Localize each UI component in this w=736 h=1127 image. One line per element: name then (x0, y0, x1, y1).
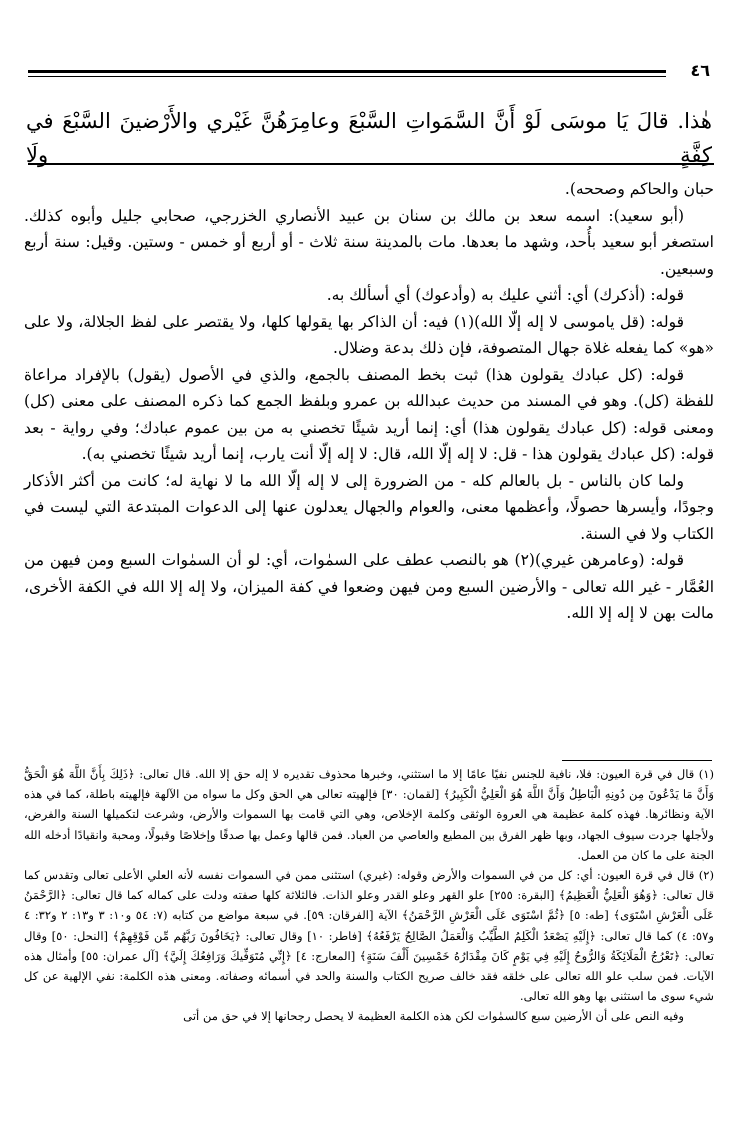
commentary-paragraph: ولما كان بالناس - بل بالعالم كله - من الضرورة إلى لا إله إلّا الله ما لا نهاية له؛ كانت من أكثر الأذكار وجودًا، وأيسرها حصولًا، وأعظمها معنى، والعوام والجهال يعدلون عنها إلى الدعوات المبتدعة التي ليست في الكتاب ولا في السنة. (24, 471, 714, 543)
footnote-separator (562, 760, 712, 761)
commentary-paragraph: قوله: (قل ياموسى لا إله إلّا الله)(١) فيه: أن الذاكر بها يقولها كلها، ولا يقتصر على لفظ الجلالة، ولا على «هو» كما يفعله غلاة جهال المتصوفة، فإن ذلك بدعة وضلال. (24, 312, 714, 357)
commentary-body (24, 176, 714, 627)
header-rule-thin (28, 76, 666, 77)
commentary-paragraph: (أبو سعيد): اسمه سعد بن مالك بن سنان بن عبيد الأنصاري الخزرجي، صحابي جليل وأبوه كذلك. استصغر أبو سعيد بأُحد، وشهد ما بعدها. مات بالمدينة سنة ثلاث - أو أربع أو خمس - وستين. وقيل: سنة أربع وسبعين. (24, 206, 714, 278)
commentary-paragraph: قوله: (وعامرهن غيري)(٢) هو بالنصب عطف على السمٰوات، أي: لو أن السمٰوات السبع ومن فيهن من العُمَّار - غير الله تعالى - والأرضين السبع ومن فيهن وضعوا في كفة الميزان، ولا إله إلا الله في الكفة الأخرى، مالت بهن لا إله إلا الله. (24, 551, 714, 622)
commentary-paragraph: قوله: (أذكرك) أي: أثني عليك به (وأدعوك) أي أسألك به. (326, 286, 684, 304)
page-number: ٤٦ (690, 61, 710, 80)
footnote: (١) قال في قرة العيون: فلا، نافية للجنس نفيًا عامًا إلا ما استثني، وخبرها محذوف تقديره لا إله حق إلا الله. قال تعالى: ﴿ذَلِكَ بِأَنَّ اللَّهَ هُوَ الْحَقُّ وَأَنَّ مَا يَدْعُونَ مِن دُونِهِ الْبَاطِلُ وَأَنَّ اللَّهَ هُوَ الْعَلِيُّ الْكَبِيرُ﴾ [لقمان: ٣٠] فإلهيته تعالى هي الحق وكل ما سواه من الآلهة فإلهيته باطلة، كما في هذه الآية ونظائرها. فهذه كلمة عظيمة هي العروة الوثقى وكلمة الإخلاص، وهي التي قامت بها السموات والأرض، وشرعت لتكميلها السنة والفرض، ولأجلها جردت سيوف الجهاد، وبها ظهر الفرق بين المطيع والعاصي من العباد. فمن قالها وعمل بها صدقًا وإخلاصًا وقبولًا، ومحبة وانقيادًا أدخله الله الجنة على ما كان من العمل. (24, 767, 714, 862)
footnote: (٢) قال في قرة العيون: أي: كل من في السموات والأرض وقوله: (غيري) استثنى ممن في السموات نفسه لأنه العلي الأعلى تعالى وتقدس كما قال تعالى: ﴿وَهُوَ الْعَلِيُّ الْعَظِيمُ﴾ [البقرة: ٢٥٥] علو القهر وعلو القدر وعلو الذات. فالثلاثة كلها صفته ودلت على كماله كما قال تعالى: ﴿الرَّحْمَنُ عَلَى الْعَرْشِ اسْتَوَى﴾ [طه: ٥] ﴿ثُمَّ اسْتَوَى عَلَى الْعَرْشِ الرَّحْمَنُ﴾ الآية [الفرقان: ٥٩]. في سبعة مواضع من كتابه (٧: ٥٤ و١٠: ٣ و١٣: ٢ و٣٢: ٤ و٥٧: ٤) كما قال تعالى: ﴿إِلَيْهِ يَصْعَدُ الْكَلِمُ الطَّيِّبُ وَالْعَمَلُ الصَّالِحُ يَرْفَعُهُ﴾ [فاطر: ١٠] وقال تعالى: ﴿يَخَافُونَ رَبَّهُم مِّن فَوْقِهِمْ﴾ [النحل: ٥٠] وقال تعالى: ﴿تَعْرُجُ الْمَلَائِكَةُ وَالرُّوحُ إِلَيْهِ فِي يَوْمٍ كَانَ مِقْدَارُهُ خَمْسِينَ أَلْفَ سَنَةٍ﴾ [المعارج: ٤] ﴿إِنِّي مُتَوَفِّيكَ وَرَافِعُكَ إِلَيَّ﴾ [آل عمران: ٥٥] وأمثال هذه الآيات. فمن سلب علو الله تعالى على خلقه فقد خالف صريح الكتاب والسنة والحد في أسمائه وصفاته. ومعنى هذه الكلمة: نفي الإلهية عن كل شيء سوى ما استثنى بها وهو الله تعالى. (24, 868, 715, 1004)
text-separator-rule (28, 163, 714, 165)
commentary-paragraph: قوله: (كل عبادك يقولون هذا) ثبت بخط المصنف بالجمع، والذي في الأصول (يقول) بالإفراد مراعاة للفظة (كل). وهو في المسند من حديث عبدالله بن عمرو وبلفظ الجمع كما ذكره المصنف على معنى (كل) ومعنى قوله: (كل عبادك يقولون هذا) أي: إنما أريد شيئًا تخصني به من بين عموم عبادك؛ وفي رواية - بعد قوله: (كل عبادك يقولون هذا - قل: لا إله إلّا الله، قال: لا إله إلّا أنت يارب، إنما أريد شيئًا تخصني به). (24, 365, 714, 463)
footnotes (24, 764, 714, 1027)
hadith-text-line: هٰذا. قالَ يَا موسَى لَوْ أَنَّ السَّمَواتِ السَّبْعَ وعامِرَهُنَّ غَيْري والأَرْضينَ السَّبْعَ في كِفَّةٍ ولَا (26, 109, 712, 167)
footnote: وفيه النص على أن الأرضين سبع كالسمٰوات لكن هذه الكلمة العظيمة لا يحصل رجحانها إلا في حق من أتى (183, 1009, 684, 1024)
header-rule-thick (28, 70, 666, 73)
commentary-paragraph: حبان والحاكم وصححه). (564, 180, 714, 198)
page-header (28, 62, 710, 84)
